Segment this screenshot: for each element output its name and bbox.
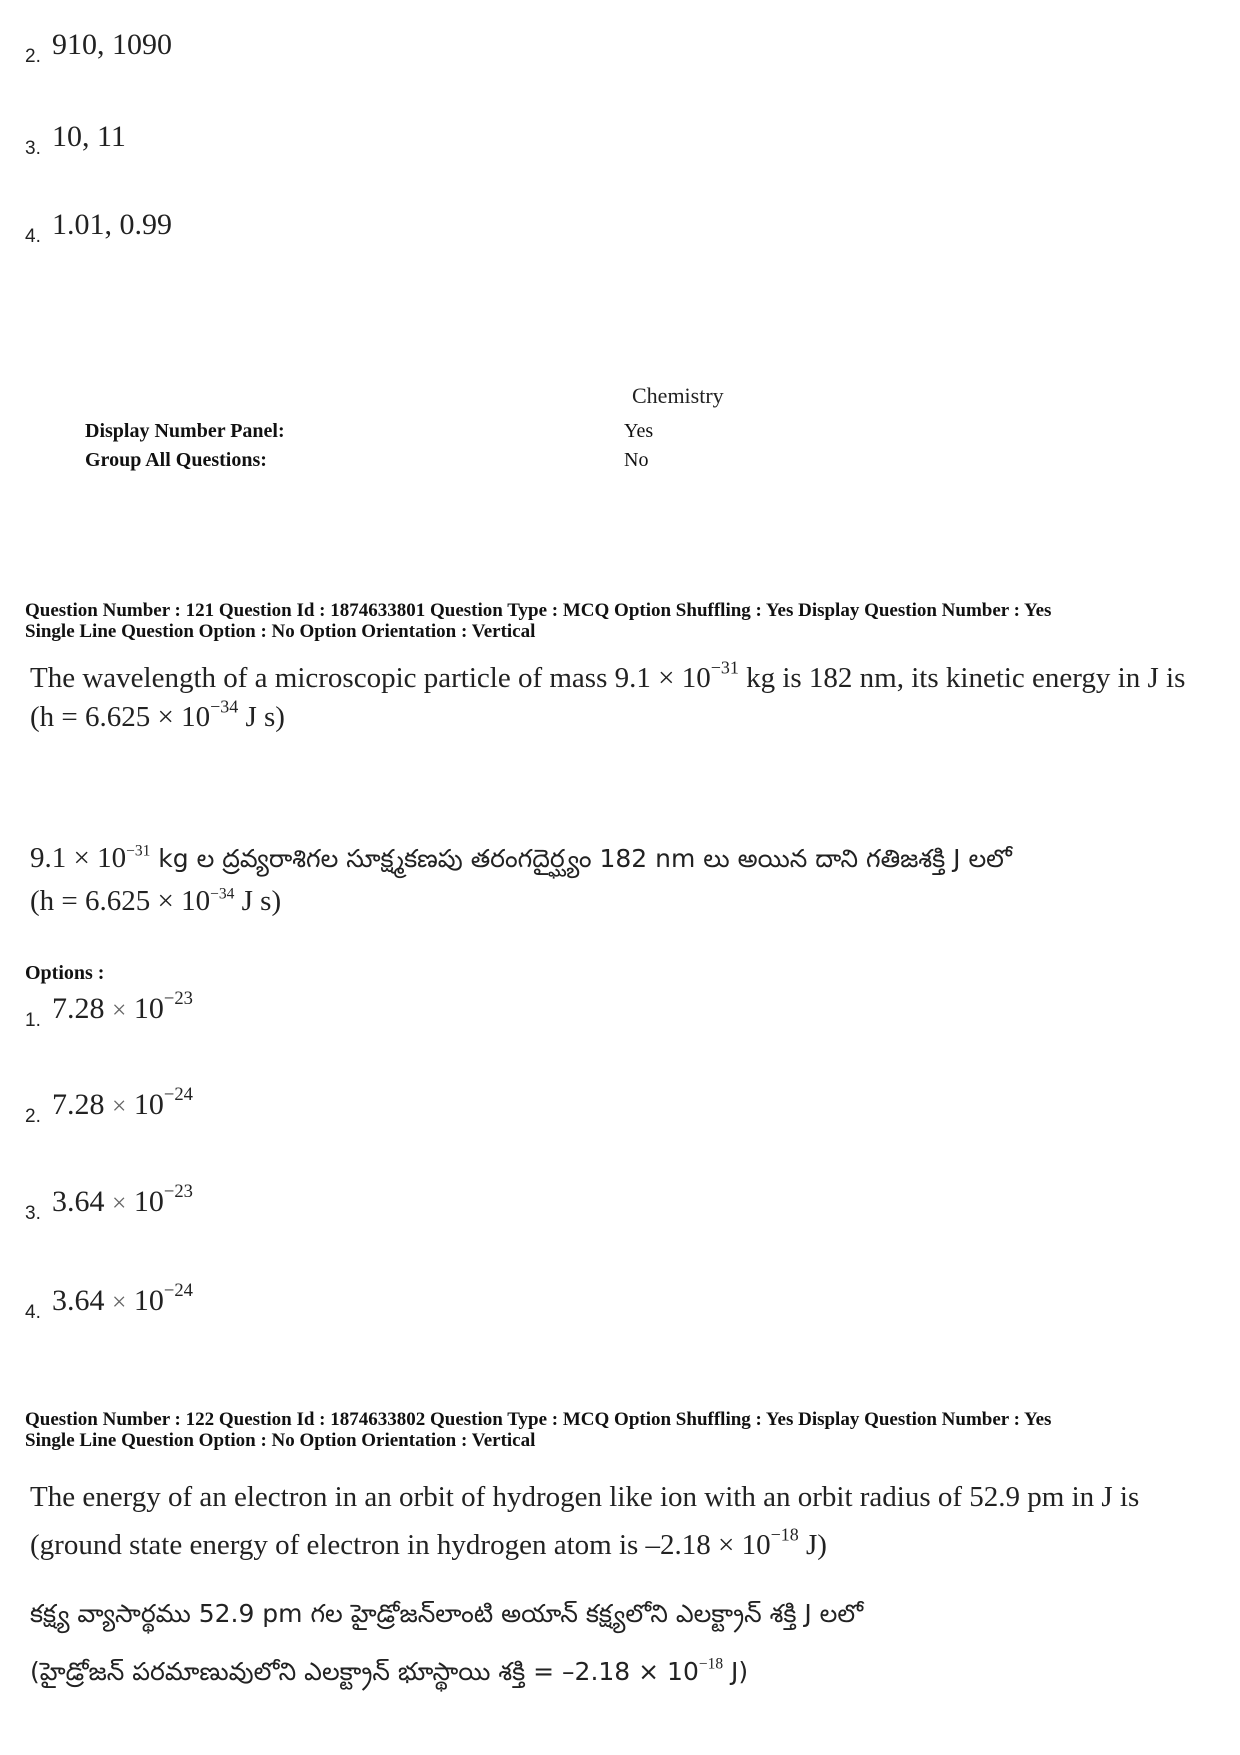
options-label: Options :	[25, 962, 105, 984]
option-number: 3.	[25, 1203, 41, 1224]
option-value: 1.01, 0.99	[52, 208, 172, 241]
option-value: 10, 11	[52, 120, 126, 153]
option-value: $3.64 \times 10^{-23}$	[52, 1181, 193, 1218]
display-number-panel-label: Display Number Panel:	[85, 420, 285, 442]
option-number: 2.	[25, 46, 41, 67]
option-3[interactable]	[0, 1181, 600, 1225]
question-meta-line: Question Number : 121 Question Id : 1874633801 Question Type : MCQ Option Shuffling : Yes Display Question Number : Yes	[25, 600, 1052, 621]
question-122-meta	[25, 1409, 1225, 1451]
option-number: 2.	[25, 1106, 41, 1127]
prev-option-4	[0, 208, 600, 248]
question-meta-line: Single Line Question Option : No Option Orientation : Vertical	[25, 621, 536, 642]
question-meta-line: Single Line Question Option : No Option Orientation : Vertical	[25, 1430, 536, 1451]
question-122-text-te: కక్ష్య వ్యాసార్థము 52.9 pm గల హైడ్రోజన్‌లాంటి అయాన్ కక్ష్యలోని ఎలక్ట్రాన్ శక్తి J లలో (హైడ్రోజన్ పరమాణువులోని ఎలక్ట్రాన్ భూస్థాయి శక్తి = $-2.18 \times 10^{-18}$ J)	[30, 1599, 864, 1686]
group-all-questions-label: Group All Questions:	[85, 449, 267, 471]
option-value: $7.28 \times 10^{-23}$	[52, 988, 193, 1025]
option-value: 910, 1090	[52, 28, 172, 61]
prev-option-2	[0, 28, 600, 68]
option-4[interactable]	[0, 1280, 600, 1324]
option-number: 1.	[25, 1010, 41, 1031]
question-122-text-en: The energy of an electron in an orbit of hydrogen like ion with an orbit radius of 52.9 pm in J is (ground state energy of electron in hydrogen atom is $-2.18 \times 10^{-18}$ J)	[30, 1481, 1140, 1561]
question-121-text-en: The wavelength of a microscopic particle of mass $9.1 \times 10^{-31}$ kg is 182 nm, its kinetic energy in J is ($h = 6.625 \times 10^{-34}$ J s)	[30, 657, 1186, 733]
option-value: $7.28 \times 10^{-24}$	[52, 1084, 193, 1121]
group-all-questions-value: No	[624, 449, 649, 471]
display-number-panel-value: Yes	[624, 420, 654, 442]
question-121-text-te: $9.1 \times 10^{-31}$ kg ల ద్రవ్యరాశిగల సూక్ష్మకణపు తరంగదైర్ఘ్యం 182 nm లు అయిన దాని గతిజశక్తి J లలో ($h = 6.625 \times 10^{-34}$ J s)	[30, 842, 1012, 917]
question-121-meta	[25, 600, 1225, 642]
option-number: 4.	[25, 226, 41, 247]
option-1[interactable]	[0, 988, 600, 1032]
question-meta-line: Question Number : 122 Question Id : 1874633802 Question Type : MCQ Option Shuffling : Yes Display Question Number : Yes	[25, 1409, 1052, 1430]
option-value: $3.64 \times 10^{-24}$	[52, 1280, 193, 1317]
option-number: 4.	[25, 1302, 41, 1323]
option-2[interactable]	[0, 1084, 600, 1128]
section-title: Chemistry	[632, 383, 724, 408]
option-number: 3.	[25, 138, 41, 159]
prev-option-3	[0, 120, 600, 160]
